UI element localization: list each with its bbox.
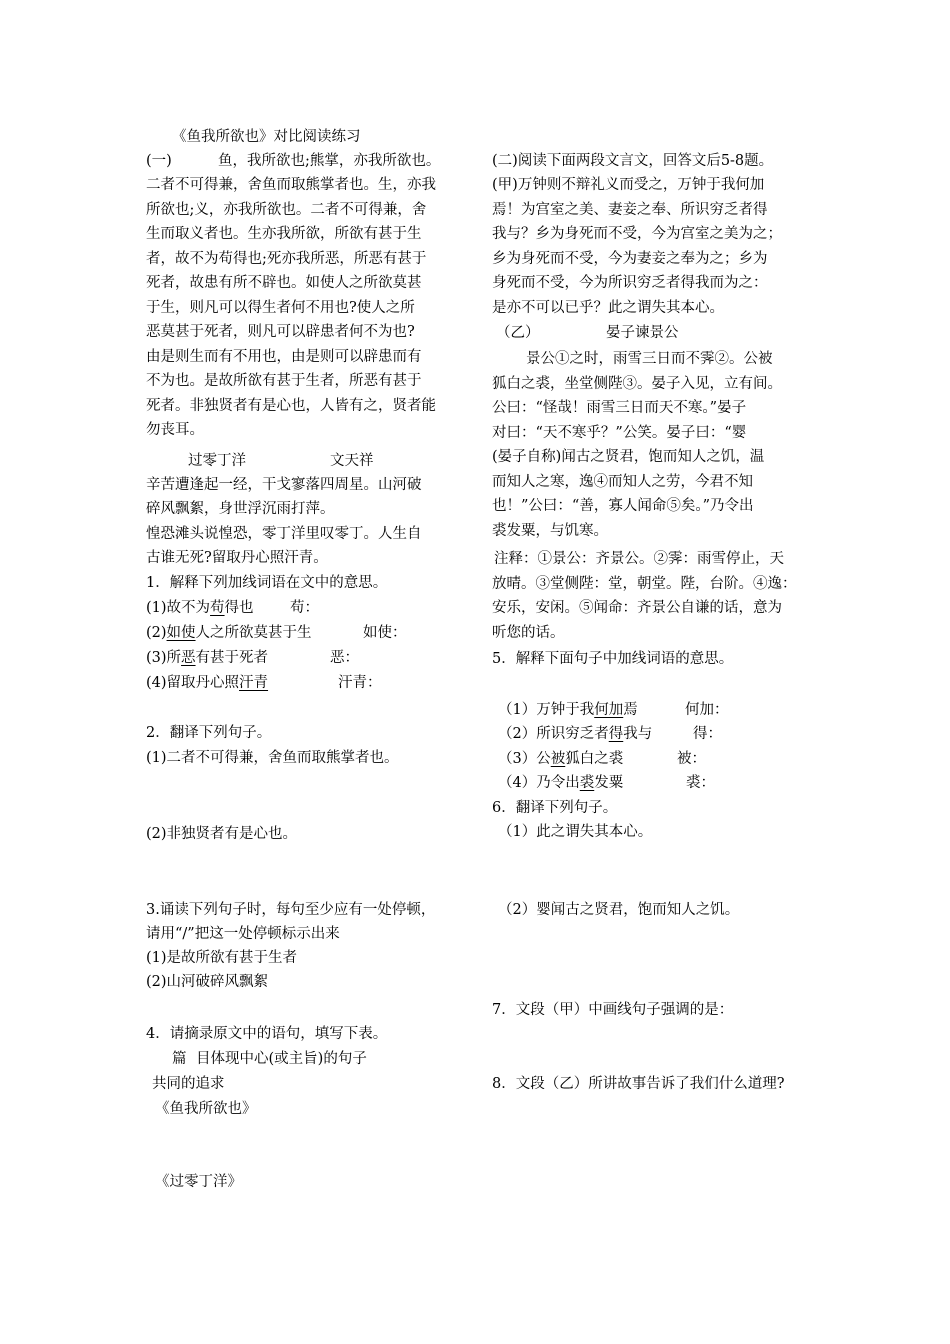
poem-title: 过零丁洋 [188, 453, 246, 469]
jia-line: 身死而不受，今为所识穷乏者得我而为之： [492, 275, 768, 291]
q1-answer-label: 恶： [330, 650, 359, 666]
q5-answer-label: 得： [693, 726, 722, 742]
poem-line: 惶恐滩头说惶恐，零丁洋里叹零丁。人生自 [146, 526, 422, 542]
table-header-common: 共同的追求 [152, 1076, 225, 1092]
q1-item-4: (4)留取丹心照汗青 [146, 675, 269, 691]
q6-item: （1）此之谓失其本心。 [498, 824, 653, 840]
q1-item-2: (2)如使人之所欲莫甚于生 [146, 625, 312, 641]
yi-line: (晏子自称)闻古之贤君，饱而知人之饥，温 [492, 449, 765, 465]
poem-line: 古谁无死?留取丹心照汗青。 [146, 550, 328, 566]
jia-line: 我与？乡为身死而不受，今为宫室之美为之； [492, 226, 782, 242]
q5-item-1: （1）万钟于我何加焉 [498, 702, 638, 718]
passage-line: 生而取义者也。生亦我所欲，所欲有甚于生 [146, 226, 422, 242]
question-2: 2．翻译下列句子。 [146, 725, 272, 741]
poem-author: 文天祥 [330, 453, 374, 469]
jia-line: (甲)万钟则不辩礼义而受之，万钟于我何加 [492, 177, 765, 193]
passage-line: 由是则生而有不用也，由是则可以辟患而有 [146, 349, 422, 365]
question-3-cont: 请用“/”把这一处停顿标示出来 [146, 926, 340, 942]
q3-item: (2)山河破碎风飘絮 [146, 974, 269, 990]
passage-line: 所欲也;义，亦我所欲也。二者不可得兼，舍 [146, 202, 427, 218]
yi-line: 裘发粟，与饥寒。 [492, 523, 608, 539]
table-row-label: 《鱼我所欲也》 [155, 1101, 257, 1117]
q2-item: (1)二者不可得兼，舍鱼而取熊掌者也。 [146, 750, 399, 766]
question-7: 7．文段（甲）中画线句子强调的是： [492, 1002, 734, 1018]
yi-line: 景公①之时，雨雪三日而不霁②。公被 [526, 351, 773, 367]
note-line: 注释：①景公：齐景公。②霁：雨雪停止，天 [494, 551, 784, 567]
passage-line: 死者。非独贤者有是心也，人皆有之，贤者能 [146, 398, 436, 414]
q1-item-1: (1)故不为苟得也 [146, 600, 254, 616]
yi-line: 对曰：“天不寒乎？”公笑。晏子曰：“婴 [492, 425, 747, 441]
section-one-label: (一) [146, 153, 172, 169]
q1-answer-label: 苟： [290, 600, 319, 616]
passage-line: 于生，则凡可以得生者何不用也?使人之所 [146, 300, 415, 316]
jia-line: 乡为身死而不受，今为妻妾之奉为之；乡为 [492, 251, 768, 267]
passage-line: 不为也。是故所欲有甚于生者，所恶有甚于 [146, 373, 422, 389]
passage-line: 者，故不为苟得也;死亦我所恶，所恶有甚于 [146, 251, 427, 267]
q5-item-3: （3）公被狐白之裘 [498, 751, 624, 767]
q1-answer-label: 如使： [363, 625, 407, 641]
passage-line: 死者，故患有所不辟也。如使人之所欲莫甚 [146, 275, 422, 291]
yi-line: 也！”公曰：“善，寡人闻命⑤矣。”乃令出 [492, 498, 754, 514]
q1-item-3: (3)所恶有甚于死者 [146, 650, 269, 666]
question-5: 5．解释下面句子中加线词语的意思。 [492, 651, 734, 667]
question-4: 4．请摘录原文中的语句，填写下表。 [146, 1026, 388, 1042]
poem-line: 辛苦遭逢起一经，干戈寥落四周星。山河破 [146, 477, 422, 493]
q3-item: (1)是故所欲有甚于生者 [146, 950, 298, 966]
passage-line: 勿丧耳。 [146, 422, 204, 438]
q1-answer-label: 汗青： [338, 675, 382, 691]
q5-answer-label: 何加： [685, 702, 729, 718]
q2-item: (2)非独贤者有是心也。 [146, 826, 298, 842]
q5-answer-label: 被： [677, 751, 706, 767]
q5-item-2: （2）所识穷乏者得我与 [498, 726, 653, 742]
passage-line: 恶莫甚于死者，则凡可以辟患者何不为也? [146, 324, 415, 340]
table-row-label: 《过零丁洋》 [155, 1174, 242, 1190]
question-8: 8．文段（乙）所讲故事告诉了我们什么道理? [492, 1076, 785, 1092]
page-title: 《鱼我所欲也》对比阅读练习 [172, 129, 361, 145]
table-header-sentence: 目体现中心(或主旨)的句子 [196, 1051, 367, 1067]
passage-line: 鱼，我所欲也;熊掌，亦我所欲也。 [218, 153, 441, 169]
table-header-pian: 篇 [172, 1051, 187, 1067]
q5-answer-label: 裘： [686, 775, 715, 791]
q6-item: （2）婴闻古之贤君，饱而知人之饥。 [498, 902, 740, 918]
question-6: 6．翻译下列句子。 [492, 800, 618, 816]
yi-line: 而知人之寒，逸④而知人之劳，今君不知 [492, 474, 753, 490]
q5-item-4: （4）乃令出裘发粟 [498, 775, 624, 791]
poem-line: 碎风飘絮，身世浮沉雨打萍。 [146, 501, 335, 517]
jia-line: 焉！为宫室之美、妻妾之奉、所识穷乏者得 [492, 202, 768, 218]
question-1: 1．解释下列加线词语在文中的意思。 [146, 575, 388, 591]
jia-line: 是亦不可以已乎？此之谓失其本心。 [492, 300, 724, 316]
note-line: 放晴。③堂侧陛：堂，朝堂。陛，台阶。④逸： [492, 576, 797, 592]
section-two-intro: (二)阅读下面两段文言文，回答文后5-8题。 [492, 153, 774, 169]
passage-line: 二者不可得兼，舍鱼而取熊掌者也。生，亦我 [146, 177, 436, 193]
question-3: 3.诵读下列句子时，每句至少应有一处停顿， [146, 902, 436, 918]
note-line: 安乐，安闲。⑤闻命：齐景公自谦的话，意为 [492, 600, 782, 616]
yi-line: 狐白之裘，坐堂侧陛③。晏子入见，立有间。 [492, 376, 782, 392]
yi-line: 公曰：“怪哉！雨雪三日而天不寒。”晏子 [492, 400, 747, 416]
yi-title: 晏子谏景公 [606, 325, 679, 341]
note-line: 听您的话。 [492, 625, 565, 641]
yi-label: （乙） [496, 325, 540, 341]
